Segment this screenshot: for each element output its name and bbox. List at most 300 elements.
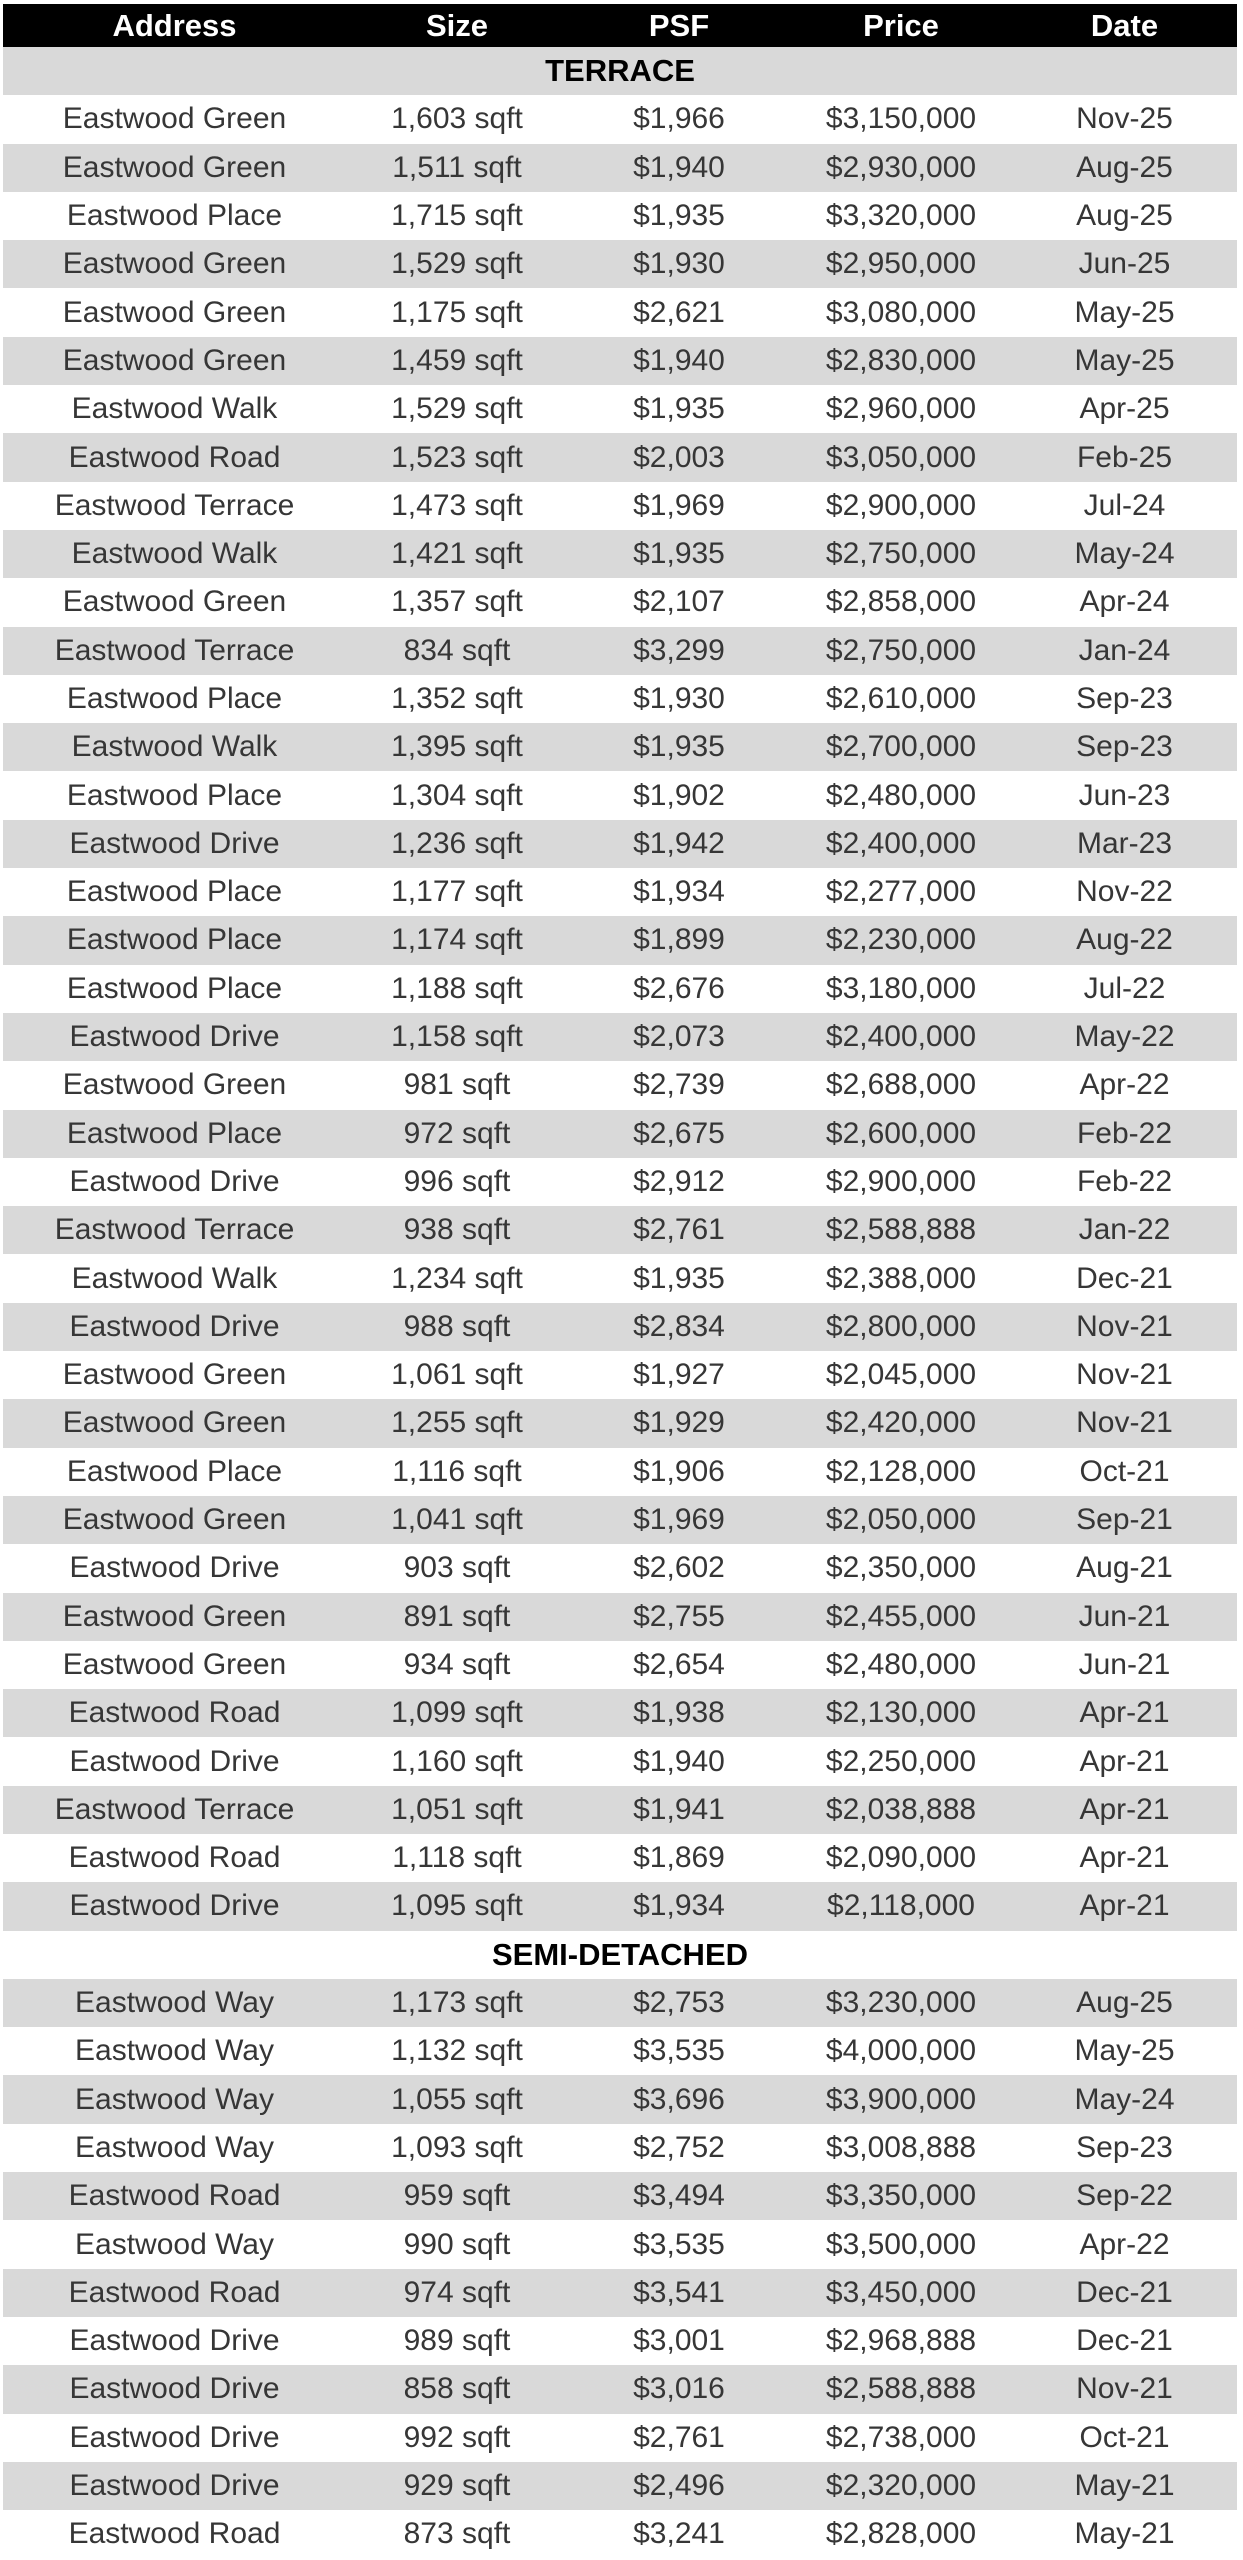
cell-psf: $1,938 <box>633 1696 725 1730</box>
table-row <box>3 1351 1237 1399</box>
cell-price: $2,900,000 <box>825 1164 977 1198</box>
cell-address: Eastwood Road <box>68 2517 281 2551</box>
cell-price: $2,688,000 <box>825 1068 977 1102</box>
table-row <box>3 240 1237 288</box>
cell-price: $2,480,000 <box>825 778 977 812</box>
table-row <box>3 1303 1237 1351</box>
cell-price: $3,080,000 <box>825 295 977 329</box>
cell-date: Jun-21 <box>1078 1599 1171 1633</box>
cell-size: 981 sqft <box>403 1068 511 1102</box>
cell-date: May-25 <box>1074 295 1175 329</box>
cell-size: 1,118 sqft <box>392 1841 522 1875</box>
cell-psf: $1,969 <box>633 488 725 522</box>
cell-price: $2,600,000 <box>825 1116 977 1150</box>
table-header <box>3 4 1237 47</box>
cell-price: $3,150,000 <box>825 102 977 136</box>
table-row <box>3 1689 1237 1737</box>
cell-date: Nov-25 <box>1076 102 1173 136</box>
cell-date: Jun-21 <box>1078 1647 1171 1681</box>
section-header-label: SEMI-DETACHED <box>491 1936 749 1972</box>
cell-price: $3,230,000 <box>825 1986 977 2020</box>
cell-size: 1,357 sqft <box>391 585 523 619</box>
cell-size: 972 sqft <box>403 1116 511 1150</box>
cell-size: 1,055 sqft <box>391 2082 523 2116</box>
table-row <box>3 2172 1237 2220</box>
table-row <box>3 288 1237 336</box>
cell-size: 1,173 sqft <box>391 1986 523 2020</box>
cell-address: Eastwood Terrace <box>54 1792 295 1826</box>
column-header-date: Date <box>1012 4 1237 47</box>
table-row <box>3 1061 1237 1109</box>
cell-date: Sep-21 <box>1076 1503 1173 1537</box>
table-row <box>3 2124 1237 2172</box>
table-row <box>3 1834 1237 1882</box>
cell-price: $2,455,000 <box>825 1599 977 1633</box>
cell-address: Eastwood Drive <box>69 2420 280 2454</box>
cell-psf: $3,241 <box>633 2517 725 2551</box>
cell-price: $2,350,000 <box>825 1551 977 1585</box>
cell-price: $3,450,000 <box>825 2275 977 2309</box>
cell-size: 834 sqft <box>403 633 511 667</box>
cell-size: 992 sqft <box>403 2420 511 2454</box>
table-row <box>3 1448 1237 1496</box>
cell-size: 873 sqft <box>403 2517 511 2551</box>
table-row <box>3 1593 1237 1641</box>
cell-psf: $1,934 <box>633 875 725 909</box>
cell-address: Eastwood Walk <box>71 392 278 426</box>
cell-address: Eastwood Drive <box>69 2324 280 2358</box>
table-row <box>3 530 1237 578</box>
cell-psf: $2,107 <box>633 585 725 619</box>
cell-psf: $1,929 <box>633 1406 725 1440</box>
cell-date: Jan-24 <box>1078 633 1171 667</box>
cell-psf: $1,942 <box>633 826 725 860</box>
cell-price: $2,610,000 <box>825 682 977 715</box>
cell-psf: $1,934 <box>633 1889 725 1923</box>
cell-date: Nov-21 <box>1076 1309 1173 1343</box>
cell-address: Eastwood Green <box>62 295 287 329</box>
cell-psf: $2,073 <box>633 1020 725 1054</box>
cell-size: 1,395 sqft <box>391 730 523 764</box>
cell-date: Dec-21 <box>1076 2275 1173 2309</box>
cell-psf: $3,535 <box>633 2227 725 2261</box>
cell-price: $3,900,000 <box>825 2082 977 2116</box>
cell-size: 903 sqft <box>403 1551 511 1585</box>
cell-psf: $1,902 <box>633 778 725 812</box>
cell-psf: $1,869 <box>633 1841 725 1875</box>
cell-price: $2,045,000 <box>825 1358 977 1392</box>
cell-size: 1,160 sqft <box>391 1744 523 1778</box>
cell-size: 1,041 sqft <box>391 1503 523 1537</box>
cell-size: 1,352 sqft <box>391 682 523 715</box>
table-row <box>3 868 1237 916</box>
column-header-address: Address <box>3 4 346 47</box>
cell-price: $2,700,000 <box>825 730 977 764</box>
cell-psf: $1,935 <box>633 730 725 764</box>
table-row <box>3 1641 1237 1689</box>
cell-address: Eastwood Place <box>66 875 283 909</box>
table-row <box>3 723 1237 771</box>
cell-size: 938 sqft <box>403 1213 511 1247</box>
cell-date: Sep-22 <box>1076 2179 1173 2213</box>
cell-size: 974 sqft <box>403 2275 511 2309</box>
cell-price: $3,500,000 <box>825 2227 977 2261</box>
cell-psf: $2,755 <box>633 1599 725 1633</box>
table-row <box>3 578 1237 626</box>
cell-size: 1,174 sqft <box>391 923 523 957</box>
cell-address: Eastwood Terrace <box>54 488 295 522</box>
table-row <box>3 192 1237 240</box>
cell-address: Eastwood Place <box>66 682 283 715</box>
cell-psf: $2,912 <box>633 1164 725 1198</box>
cell-size: 1,099 sqft <box>391 1696 523 1730</box>
cell-date: Nov-21 <box>1076 1406 1173 1440</box>
column-header-psf: PSF <box>568 4 790 47</box>
table-row <box>3 1110 1237 1158</box>
cell-date: Sep-23 <box>1076 730 1173 764</box>
cell-address: Eastwood Terrace <box>54 633 295 667</box>
cell-price: $2,960,000 <box>825 392 977 426</box>
table-row <box>3 627 1237 675</box>
table-row <box>3 482 1237 530</box>
cell-size: 1,234 sqft <box>391 1261 523 1295</box>
transactions-table <box>3 4 1237 2558</box>
table-row <box>3 1206 1237 1254</box>
cell-size: 1,421 sqft <box>391 537 523 571</box>
section-row-terrace <box>3 47 1237 95</box>
cell-address: Eastwood Way <box>75 2034 274 2068</box>
cell-size: 858 sqft <box>403 2372 511 2406</box>
cell-psf: $3,494 <box>633 2179 725 2213</box>
cell-date: Apr-22 <box>1079 2227 1170 2261</box>
cell-date: Oct-21 <box>1079 2420 1170 2454</box>
cell-address: Eastwood Green <box>62 1068 287 1102</box>
cell-date: Nov-21 <box>1076 2372 1173 2406</box>
table-row <box>3 1979 1237 2027</box>
cell-price: $2,320,000 <box>825 2468 977 2502</box>
cell-address: Eastwood Green <box>62 1503 287 1537</box>
cell-size: 996 sqft <box>403 1164 511 1198</box>
table-row <box>3 820 1237 868</box>
cell-date: Jun-25 <box>1078 247 1171 281</box>
cell-date: Apr-21 <box>1079 1889 1170 1923</box>
cell-psf: $1,941 <box>633 1792 725 1826</box>
cell-address: Eastwood Drive <box>69 2468 280 2502</box>
column-header-size: Size <box>346 4 568 47</box>
cell-address: Eastwood Road <box>68 440 281 474</box>
cell-date: Aug-22 <box>1076 923 1173 957</box>
cell-psf: $1,930 <box>633 682 725 715</box>
cell-psf: $2,739 <box>633 1068 725 1102</box>
cell-address: Eastwood Drive <box>69 1889 280 1923</box>
cell-price: $2,588,888 <box>825 1213 977 1247</box>
table-row <box>3 1544 1237 1592</box>
cell-address: Eastwood Green <box>62 1647 287 1681</box>
cell-date: Apr-21 <box>1079 1792 1170 1826</box>
cell-psf: $2,675 <box>633 1116 725 1150</box>
table-row <box>3 1737 1237 1785</box>
cell-date: Apr-25 <box>1079 392 1170 426</box>
cell-psf: $2,676 <box>633 971 725 1005</box>
cell-price: $3,180,000 <box>825 971 977 1005</box>
cell-address: Eastwood Road <box>68 2179 281 2213</box>
cell-date: Oct-21 <box>1079 1454 1170 1488</box>
cell-date: Jul-24 <box>1083 488 1166 522</box>
cell-date: Nov-22 <box>1076 875 1173 909</box>
cell-size: 1,177 sqft <box>391 875 523 909</box>
cell-date: Aug-25 <box>1076 150 1173 184</box>
cell-address: Eastwood Green <box>62 1358 287 1392</box>
cell-date: Apr-22 <box>1079 1068 1170 1102</box>
table-row <box>3 771 1237 819</box>
cell-psf: $1,935 <box>633 1261 725 1295</box>
cell-price: $2,950,000 <box>825 247 977 281</box>
cell-psf: $3,299 <box>633 633 725 667</box>
cell-address: Eastwood Drive <box>69 826 280 860</box>
cell-address: Eastwood Drive <box>69 1020 280 1054</box>
cell-address: Eastwood Way <box>75 2082 274 2116</box>
section-header-label: TERRACE <box>545 53 695 89</box>
cell-price: $3,050,000 <box>825 440 977 474</box>
section-row-semi-detached <box>3 1931 1237 1979</box>
cell-price: $2,858,000 <box>825 585 977 619</box>
table-row <box>3 337 1237 385</box>
cell-address: Eastwood Road <box>68 2275 281 2309</box>
cell-price: $3,350,000 <box>825 2179 977 2213</box>
cell-date: May-21 <box>1074 2517 1175 2551</box>
cell-address: Eastwood Road <box>68 1841 281 1875</box>
cell-size: 1,529 sqft <box>391 247 523 281</box>
cell-price: $2,830,000 <box>825 343 977 377</box>
cell-date: Aug-25 <box>1076 199 1173 233</box>
cell-date: Nov-21 <box>1076 1358 1173 1392</box>
cell-psf: $2,602 <box>633 1551 725 1585</box>
table-row <box>3 385 1237 433</box>
cell-address: Eastwood Drive <box>69 1309 280 1343</box>
cell-price: $2,420,000 <box>825 1406 977 1440</box>
cell-size: 1,061 sqft <box>391 1358 523 1392</box>
cell-size: 1,459 sqft <box>391 343 523 377</box>
cell-price: $2,828,000 <box>825 2517 977 2551</box>
cell-price: $3,008,888 <box>825 2130 977 2164</box>
cell-psf: $2,496 <box>633 2468 725 2502</box>
cell-size: 1,188 sqft <box>391 971 523 1005</box>
cell-price: $2,038,888 <box>825 1792 977 1826</box>
cell-size: 1,473 sqft <box>391 488 523 522</box>
table-row <box>3 2510 1237 2558</box>
cell-psf: $1,899 <box>633 923 725 957</box>
cell-price: $2,130,000 <box>825 1696 977 1730</box>
cell-price: $2,750,000 <box>825 633 977 667</box>
cell-psf: $3,001 <box>633 2324 725 2358</box>
cell-date: Apr-21 <box>1079 1696 1170 1730</box>
cell-psf: $2,003 <box>633 440 725 474</box>
cell-address: Eastwood Place <box>66 199 283 233</box>
header-row <box>3 4 1237 47</box>
cell-address: Eastwood Green <box>62 1406 287 1440</box>
cell-psf: $1,940 <box>633 343 725 377</box>
cell-price: $2,230,000 <box>825 923 977 957</box>
cell-psf: $1,935 <box>633 199 725 233</box>
cell-address: Eastwood Way <box>75 2227 274 2261</box>
cell-date: Apr-21 <box>1079 1744 1170 1778</box>
table-row <box>3 2317 1237 2365</box>
column-header-price: Price <box>790 4 1012 47</box>
cell-price: $4,000,000 <box>825 2034 977 2068</box>
table-row <box>3 1786 1237 1834</box>
cell-price: $2,277,000 <box>825 875 977 909</box>
cell-address: Eastwood Green <box>62 1599 287 1633</box>
cell-price: $2,800,000 <box>825 1309 977 1343</box>
cell-address: Eastwood Green <box>62 150 287 184</box>
cell-address: Eastwood Place <box>66 1454 283 1488</box>
cell-address: Eastwood Way <box>75 2130 274 2164</box>
cell-size: 988 sqft <box>403 1309 511 1343</box>
cell-date: Dec-21 <box>1076 1261 1173 1295</box>
cell-price: $2,250,000 <box>825 1744 977 1778</box>
cell-price: $2,128,000 <box>825 1454 977 1488</box>
cell-date: Sep-23 <box>1076 2130 1173 2164</box>
cell-address: Eastwood Drive <box>69 1551 280 1585</box>
cell-psf: $3,696 <box>633 2082 725 2116</box>
cell-psf: $2,834 <box>633 1309 725 1343</box>
cell-date: May-24 <box>1074 537 1175 571</box>
cell-psf: $2,761 <box>633 1213 725 1247</box>
cell-size: 1,715 sqft <box>391 199 523 233</box>
cell-price: $2,400,000 <box>825 1020 977 1054</box>
table-row <box>3 1399 1237 1447</box>
cell-date: Aug-25 <box>1076 1986 1173 2020</box>
cell-size: 929 sqft <box>403 2468 511 2502</box>
cell-address: Eastwood Place <box>66 923 283 957</box>
cell-psf: $2,752 <box>633 2130 725 2164</box>
cell-psf: $3,535 <box>633 2034 725 2068</box>
table-row <box>3 2075 1237 2123</box>
cell-date: Sep-23 <box>1076 682 1173 715</box>
cell-size: 1,511 sqft <box>392 150 522 184</box>
cell-price: $2,480,000 <box>825 1647 977 1681</box>
cell-address: Eastwood Terrace <box>54 1213 295 1247</box>
cell-price: $3,320,000 <box>825 199 977 233</box>
cell-date: May-24 <box>1074 2082 1175 2116</box>
cell-address: Eastwood Place <box>66 971 283 1005</box>
cell-date: Feb-22 <box>1076 1116 1173 1150</box>
cell-date: Mar-23 <box>1076 826 1173 860</box>
cell-price: $2,400,000 <box>825 826 977 860</box>
cell-date: May-25 <box>1074 343 1175 377</box>
cell-size: 1,158 sqft <box>391 1020 523 1054</box>
cell-date: Jun-23 <box>1078 778 1171 812</box>
cell-date: Jul-22 <box>1083 971 1166 1005</box>
cell-date: May-25 <box>1074 2034 1175 2068</box>
cell-psf: $2,621 <box>633 295 725 329</box>
cell-size: 1,116 sqft <box>392 1454 522 1488</box>
cell-psf: $3,016 <box>633 2372 725 2406</box>
table-row <box>3 1882 1237 1930</box>
cell-size: 934 sqft <box>403 1647 511 1681</box>
table-row <box>3 1254 1237 1302</box>
cell-address: Eastwood Way <box>75 1986 274 2020</box>
cell-address: Eastwood Drive <box>69 1164 280 1198</box>
cell-size: 1,255 sqft <box>391 1406 523 1440</box>
table-row <box>3 1496 1237 1544</box>
cell-address: Eastwood Walk <box>71 730 278 764</box>
cell-size: 1,132 sqft <box>391 2034 523 2068</box>
cell-size: 1,236 sqft <box>391 826 523 860</box>
cell-price: $2,900,000 <box>825 488 977 522</box>
cell-date: May-21 <box>1074 2468 1175 2502</box>
cell-psf: $1,966 <box>633 102 725 136</box>
cell-psf: $1,969 <box>633 1503 725 1537</box>
cell-address: Eastwood Place <box>66 1116 283 1150</box>
cell-date: May-22 <box>1074 1020 1175 1054</box>
cell-date: Apr-21 <box>1079 1841 1170 1875</box>
cell-address: Eastwood Green <box>62 247 287 281</box>
cell-size: 1,523 sqft <box>391 440 523 474</box>
cell-size: 990 sqft <box>403 2227 511 2261</box>
cell-price: $2,588,888 <box>825 2372 977 2406</box>
cell-price: $2,750,000 <box>825 537 977 571</box>
cell-address: Eastwood Drive <box>69 1744 280 1778</box>
cell-price: $2,090,000 <box>825 1841 977 1875</box>
cell-date: Dec-21 <box>1076 2324 1173 2358</box>
table-row <box>3 144 1237 192</box>
table-body <box>3 47 1237 2558</box>
cell-psf: $2,761 <box>633 2420 725 2454</box>
cell-psf: $3,541 <box>633 2275 725 2309</box>
cell-size: 1,529 sqft <box>391 392 523 426</box>
cell-price: $2,050,000 <box>825 1503 977 1537</box>
cell-address: Eastwood Green <box>62 102 287 136</box>
cell-price: $2,930,000 <box>825 150 977 184</box>
table-row <box>3 1158 1237 1206</box>
cell-address: Eastwood Green <box>62 585 287 619</box>
table-row <box>3 965 1237 1013</box>
cell-date: Feb-25 <box>1076 440 1173 474</box>
cell-psf: $1,930 <box>633 247 725 281</box>
cell-size: 1,603 sqft <box>391 102 523 136</box>
cell-psf: $1,940 <box>633 1744 725 1778</box>
table-row <box>3 2414 1237 2462</box>
cell-address: Eastwood Drive <box>69 2372 280 2406</box>
cell-price: $2,388,000 <box>825 1261 977 1295</box>
table-row <box>3 2365 1237 2413</box>
table-row <box>3 2027 1237 2075</box>
cell-size: 1,093 sqft <box>391 2130 523 2164</box>
cell-size: 891 sqft <box>403 1599 511 1633</box>
cell-date: Aug-21 <box>1076 1551 1173 1585</box>
cell-date: Jan-22 <box>1078 1213 1171 1247</box>
cell-date: Apr-24 <box>1079 585 1170 619</box>
table-row <box>3 675 1237 723</box>
cell-price: $2,968,888 <box>825 2324 977 2358</box>
cell-address: Eastwood Green <box>62 343 287 377</box>
cell-size: 1,095 sqft <box>391 1889 523 1923</box>
cell-size: 989 sqft <box>403 2324 511 2358</box>
cell-size: 1,304 sqft <box>391 778 523 812</box>
table-row <box>3 2462 1237 2510</box>
cell-size: 959 sqft <box>403 2179 511 2213</box>
cell-price: $2,738,000 <box>825 2420 977 2454</box>
table-row <box>3 2220 1237 2268</box>
cell-address: Eastwood Walk <box>71 1261 278 1295</box>
table-row <box>3 1013 1237 1061</box>
table-row <box>3 433 1237 481</box>
cell-psf: $1,935 <box>633 392 725 426</box>
table-row <box>3 95 1237 143</box>
cell-address: Eastwood Walk <box>71 537 278 571</box>
cell-psf: $2,654 <box>633 1647 725 1681</box>
